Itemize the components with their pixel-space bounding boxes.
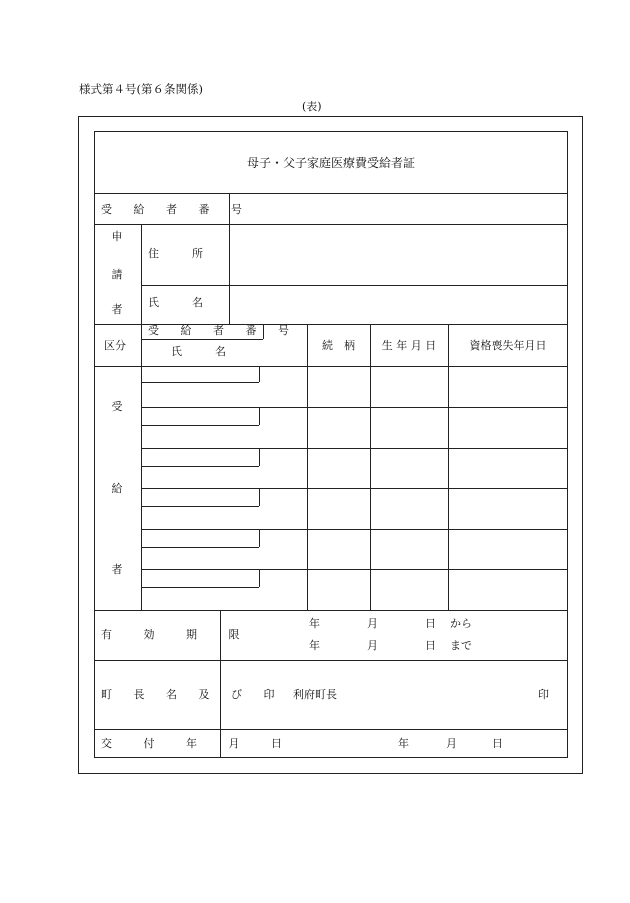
side-label: (表) <box>302 100 322 113</box>
table-row <box>141 569 568 570</box>
col-birthdate: 生 年 月 日 <box>381 339 437 352</box>
certificate-table <box>94 131 568 758</box>
divider <box>370 324 371 610</box>
mayor-name: 利府町長 <box>293 688 337 701</box>
col-name: 氏 名 <box>171 345 226 358</box>
number-subbox <box>141 425 259 426</box>
issue-day: 日 <box>492 737 503 750</box>
table-row <box>141 407 568 408</box>
col-loss-date: 資格喪失年月日 <box>469 339 547 352</box>
divider <box>229 193 230 324</box>
issue-date-label: 交 付 年 月 日 <box>101 737 296 750</box>
divider <box>94 610 568 611</box>
number-subbox <box>259 448 260 466</box>
certificate-title: 母子・父子家庭医療費受給者証 <box>246 156 415 170</box>
table-row <box>141 529 568 530</box>
divider <box>94 729 568 730</box>
issue-year: 年 <box>398 737 409 750</box>
number-subbox <box>259 407 260 425</box>
category-label: 区分 <box>104 339 126 352</box>
validity-to-suffix: まで <box>450 639 472 652</box>
address-label: 住 所 <box>148 247 203 260</box>
recipients-label-1: 受 <box>111 400 123 413</box>
divider <box>263 324 264 339</box>
recipients-label-2: 給 <box>111 482 123 495</box>
validity-from-year: 年 <box>309 617 320 630</box>
number-subbox <box>141 506 259 507</box>
validity-to-day: 日 <box>425 639 436 652</box>
number-subbox <box>259 569 260 587</box>
validity-to-year: 年 <box>309 639 320 652</box>
number-subbox <box>141 547 259 548</box>
issue-month: 月 <box>446 737 457 750</box>
form-number: 様式第４号(第６条関係) <box>79 82 203 96</box>
validity-from-suffix: から <box>450 617 472 630</box>
table-row <box>141 448 568 449</box>
divider <box>141 285 568 286</box>
col-relationship: 続 柄 <box>322 339 355 352</box>
validity-label: 有 効 期 限 <box>101 628 254 641</box>
divider <box>94 660 568 661</box>
divider <box>94 193 568 194</box>
applicant-label-2: 請 <box>111 268 123 281</box>
seal-mark: 印 <box>538 688 549 701</box>
recipient-number-label: 受 給 者 番 号 <box>101 203 251 216</box>
number-subbox <box>141 382 259 383</box>
validity-from-month: 月 <box>367 617 378 630</box>
number-subbox <box>259 529 260 547</box>
validity-from-day: 日 <box>425 617 436 630</box>
divider <box>220 610 221 758</box>
table-row <box>141 488 568 489</box>
divider <box>448 324 449 610</box>
applicant-label-1: 申 <box>111 230 123 243</box>
number-subbox <box>259 488 260 506</box>
number-subbox <box>259 366 260 382</box>
applicant-label-3: 者 <box>111 303 123 316</box>
divider <box>307 324 308 610</box>
validity-to-month: 月 <box>367 639 378 652</box>
number-subbox <box>141 587 259 588</box>
divider <box>94 366 568 367</box>
number-subbox <box>141 466 259 467</box>
divider <box>141 224 142 610</box>
mayor-seal-label: 町 長 名 及 び 印 <box>101 688 284 701</box>
recipients-label-3: 者 <box>111 563 123 576</box>
applicant-name-label: 氏 名 <box>148 296 203 309</box>
col-recipient-number: 受 給 者 番 号 <box>148 324 298 337</box>
divider <box>94 224 568 225</box>
divider <box>141 339 263 340</box>
